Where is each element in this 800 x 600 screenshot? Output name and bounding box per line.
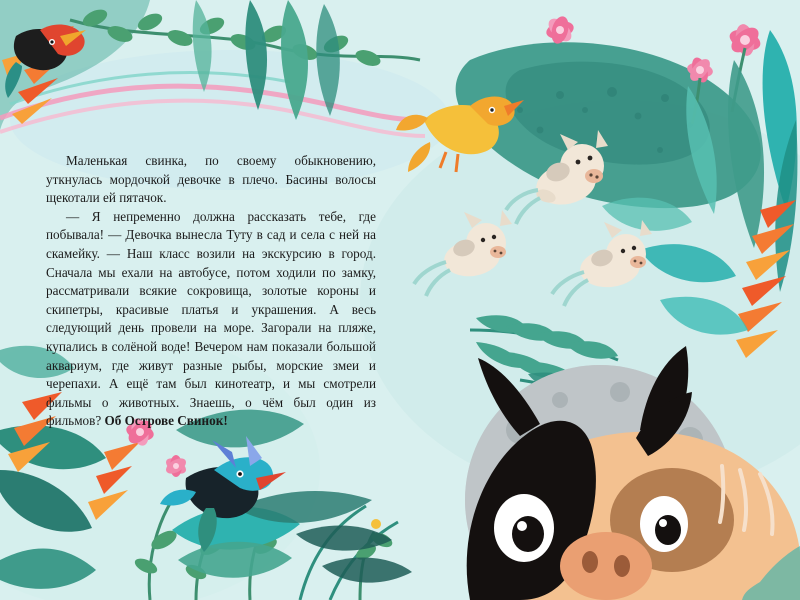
story-paragraph-2-text: — Я непременно должна рассказать тебе, где побывала! — Девочка вынесла Туту в сад и села с ней на скамейку. — Наш класс возили на экскурсию в город. Сначала мы ехали на автобусе, потом ходили по замку, рассматривали всякие сокровища, золотые короны и скипетры, красивые платья и украшения. А весь следующий день провели на море. Загорали на пляже, купались в солёной воде! Вечером нам показали большой аквариум, где живут разные рыбы, морские змеи и черепахи. А ещё там был кинотеатр, и мы смотрели фильмы о животных. Знаешь, о чём был один из фильмов? (46, 208, 376, 429)
story-paragraph-1: Маленькая свинка, по своему обыкновению, уткнулась мордочкой девочке в плечо. Басины волосы щекотали ей пятачок. (46, 153, 376, 206)
story-bold-tail: Об Острове Свинок! (104, 413, 228, 429)
story-text (46, 152, 376, 431)
story-paragraph-2 (46, 208, 376, 431)
